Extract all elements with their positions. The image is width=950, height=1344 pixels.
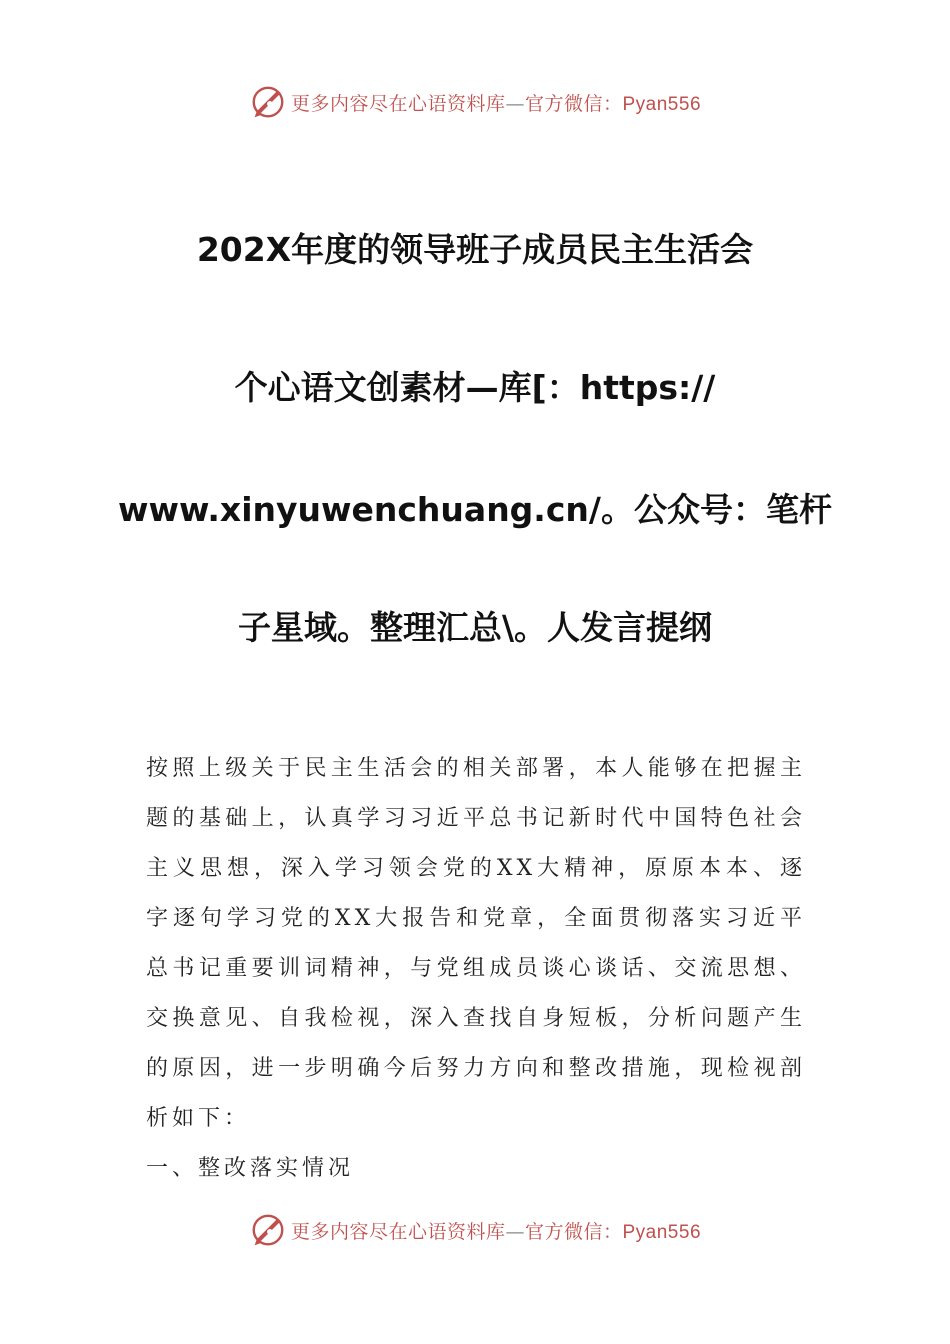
banner-dash: —	[505, 92, 525, 115]
banner-wechat-label: 官方微信：	[524, 92, 623, 115]
body-paragraph: 按照上级关于民主生活会的相关部署，本人能够在把握主题的基础上，认真学习习近平总书记新时代中国特色社会主义思想，深入学习领会党的XX大精神，原原本本、逐字逐句学习党的XX大报告和党章，全面贯彻落实习近平总书记重要训词精神，与党组成员谈心谈话、交流思想、交换意见、自我检视，深入查找自身短板，分析问题产生的原因，进一步明确今后努力方向和整改措施，现检视剖析如下：	[146, 756, 806, 1131]
footer-banner	[0, 1210, 950, 1250]
pen-logo-icon	[249, 1211, 287, 1249]
banner-wechat-label: 官方微信：	[524, 1220, 623, 1243]
document-title-line-4: 子星域。整理汇总\。人发言提纲	[237, 608, 713, 647]
pen-logo-icon	[249, 83, 287, 121]
banner-title: 更多内容尽在心语资料库	[290, 1220, 506, 1243]
banner-wechat-id: Pyan556	[622, 93, 702, 115]
document-title-line-3: www.xinyuwenchuang.cn/。公众号：笔杆	[118, 490, 832, 529]
section-heading: 一、整改落实情况	[146, 1156, 355, 1181]
document-title-line-1: 202X年度的领导班子成员民主生活会	[196, 230, 754, 269]
banner-wechat-id: Pyan556	[622, 1221, 702, 1243]
header-banner	[0, 82, 950, 122]
document-title-line-2: 个心语文创素材—库[：https://	[234, 368, 716, 407]
banner-title: 更多内容尽在心语资料库	[290, 92, 506, 115]
banner-dash: —	[505, 1220, 525, 1243]
document-body	[146, 744, 806, 1194]
